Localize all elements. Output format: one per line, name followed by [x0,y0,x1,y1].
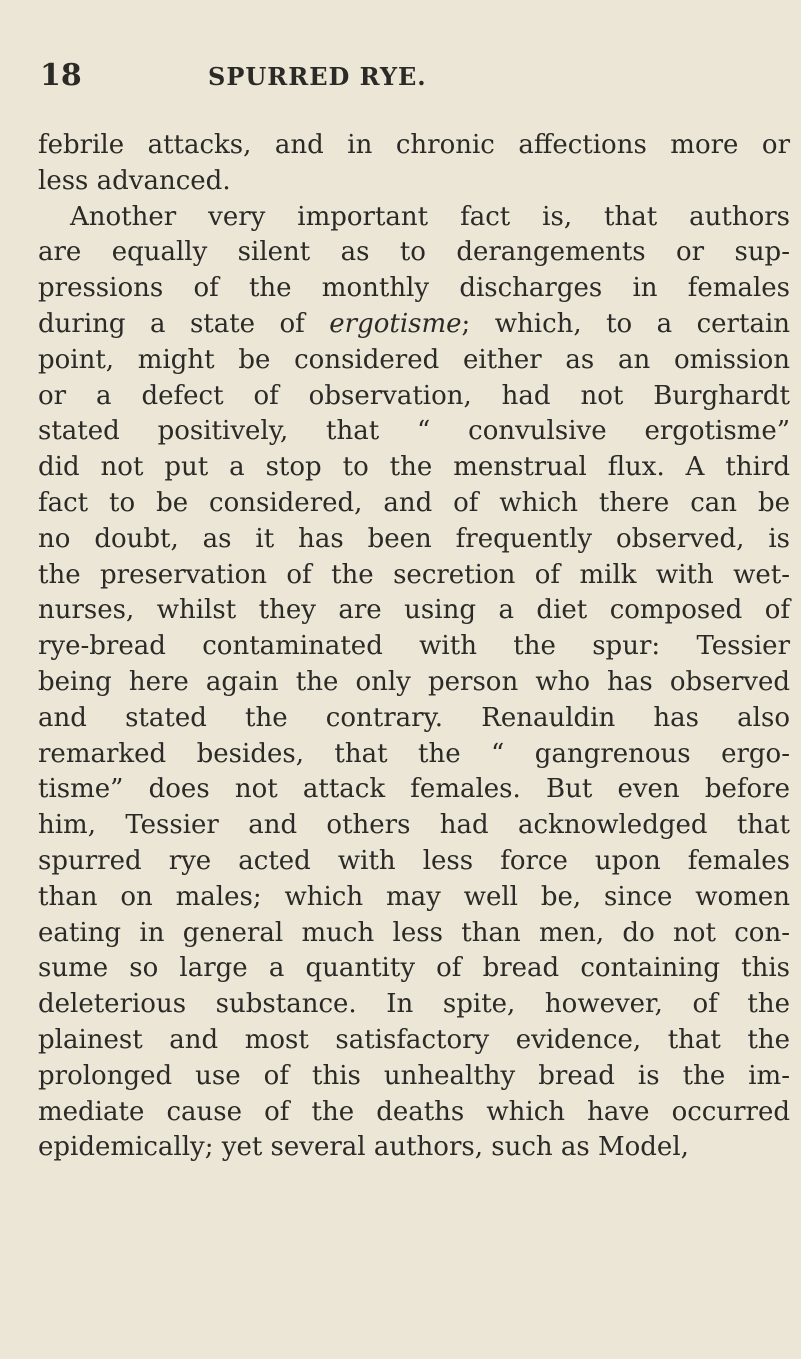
text-line: rye-bread contaminated with the spur: Tessier [38,631,790,662]
text-line: pressions of the monthly discharges in females [38,273,790,304]
text-line: Another very important fact is, that authors [70,201,790,232]
text-line: eating in general much less than men, do not con- [38,917,790,948]
text-line: no doubt, as it has been frequently observed, is [38,523,790,554]
text-line: less advanced. [38,165,231,196]
body-text [38,128,790,1166]
text-line: epidemically; yet several authors, such as Model, [38,1132,689,1163]
text-line: point, might be considered either as an omission [38,344,790,375]
text-line: or a defect of observation, had not Burghardt [38,380,790,411]
text-line: sume so large a quantity of bread containing this [38,953,790,984]
text-line: stated positively, that “ convulsive ergotisme” [38,416,790,447]
text-line: prolonged use of this unhealthy bread is the im- [38,1060,790,1091]
running-title: SPURRED RYE. [208,62,427,91]
text-line: being here again the only person who has observed [38,666,790,697]
text-line: spurred rye acted with less force upon females [38,845,790,876]
text-line: fact to be considered, and of which there can be [38,487,790,518]
page-number: 18 [40,58,82,93]
text-line: deleterious substance. In spite, however, of the [38,989,790,1020]
text-line: febrile attacks, and in chronic affections more or [38,130,790,160]
page-header [40,58,761,98]
text-line: plainest and most satisfactory evidence, that the [38,1024,790,1055]
text-line: nurses, whilst they are using a diet composed of [38,595,790,626]
text-line: mediate cause of the deaths which have occurred [38,1096,790,1127]
text-line: tisme” does not attack females. But even before [38,774,790,805]
text-line: him, Tessier and others had acknowledged that [38,810,790,841]
text-line: during a state of ergotisme; which, to a certain [38,308,790,339]
text-line: are equally silent as to derangements or sup- [38,237,790,268]
text-line: the preservation of the secretion of milk with wet- [38,559,790,590]
text-line: did not put a stop to the menstrual flux. A third [38,452,790,483]
text-line: and stated the contrary. Renauldin has also [38,702,790,733]
text-line: remarked besides, that the “ gangrenous ergo- [38,738,790,769]
text-line: than on males; which may well be, since women [38,881,790,912]
